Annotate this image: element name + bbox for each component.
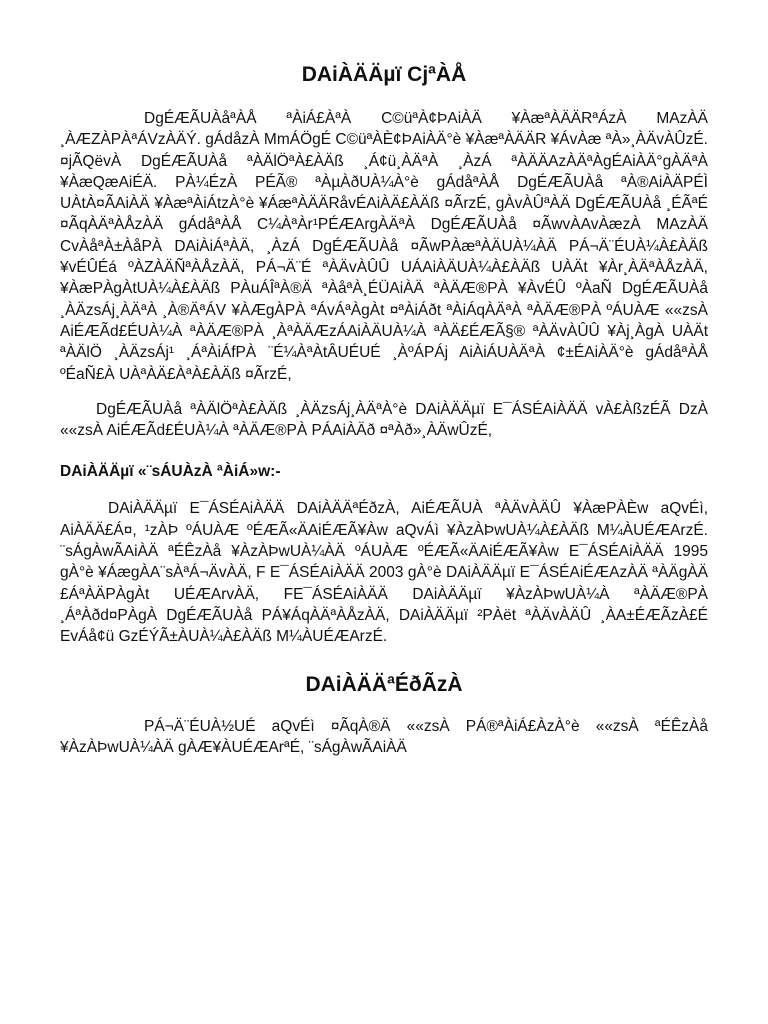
document-title: DAiÀÄÄµï CjªÀÅ [301,63,467,86]
section-subheading: DAiÀÄÄµï «¨sÁUÀzÀ ªÀiÁ»w:- [60,463,281,481]
body-paragraph-4: PÁ¬Ä¨ÉUÀ½UÉ aQvÉì ¤ÃqÀ®Ä ««zsÀ PÁ®ªÀiÁ£ÀzÀ°è ««zsÀ ªÉÊzÀå ¥ÀzÀÞwUÀ¼ÀÄ gÀÆ¥ÀUÉÆArªÉ, ¨sÁgÀwÃAiÀÄ [60,717,708,756]
body-paragraph-1: DgÉÆÃUÀåªÀÅ ªÀiÁ£ÀªÀ C©üªÀ¢ÞAiÀÄ ¥ÀæªÀÄÄRªÁzÀ MAzÀÄ ¸ÀÆZÀPÀªÁVzÀÄÝ. gÁdåzÀ MmÁÖgÉ C©üªÀÈ¢ÞAiÀÄ°è ¥ÀæªÀÄÄR ¥ÁvÀæ ªÀ»¸ÀÄvÀÛzÉ. ¤jÃQëvÀ DgÉÆÃUÀå ªÀÄlÖªÀ£ÀÄß ¸Á¢ü¸ÀÄªÀ ¸ÀzÁ ªÀÄÄAzÀÄªÀgÉAiÀÄ°gÀÄªÀ ¥ÀæQæAiÉÄ. PÀ¼ÉzÀ PÉÃ® ªÀµÀðUÀ¼À°è gÁdåªÀÅ DgÉÆÃUÀå ªÀ®AiÀÄPÉÌ UÀtÀ¤ÃAiÀÄ ¥ÀæªÀiÁtzÀ°è ¥ÁæªÀÄÄRåvÉAiÀÄ£ÀÄß ¤ÃrzÉ, gÀvÀÛªÀÄ DgÉÆÃUÀå ¸ÉÃªÉ ¤ÃqÀÄªÀÅzÀÄ gÁdåªÀÅ C¼ÀªÀr¹PÉÆArgÀÄªÀ DgÉÆÃUÀå ¤ÃwvÀAvÀæzÀ MAzÀÄ CvÀåªÀ±ÀåPÀ DAiÀiÁªÀÄ, ¸ÀzÁ DgÉÆÃUÀå ¤ÃwPÀæªÀÄUÀ¼ÀÄ PÁ¬Ä¨ÉUÀ¼À£ÀÄß ¥vÉÛÉá ºÀZÀÄÑªÀÅzÀÄ, PÁ¬Ä¨É ªÀÄvÀÛÛ UÁAiÀÄUÀ¼À£ÀÄß UÀÄt ¥Àr¸ÀÄªÀÅzÀÄ, ¥ÀæPÀgÀtUÀ¼À£ÀÄß PÀuÁÎªÀ®Ä ªÀåªÀ¸ÉÜAiÀÄ ªÀÄÆ®PÀ ¥ÀvÉÛ ºÀaÑ DgÉÆÃUÀå ¸ÀÄzsÁj¸ÀÄªÀ ¸À®ÄªÁV ¥ÀÆgÀPÀ ªÁvÁªÀgÀt ¤ªÀiÁðt ªÀiÁqÀÄªÀ ªÀÄÆ®PÀ ºÁUÀÆ ««zsÀ AiÉÆÃd£ÉUÀ¼À ªÀÄÆ®PÀ ¸ÀªÀÄÆzÁAiÀÄUÀ¼À ªÀÄ£ÉÆÃ§® ªÀÄvÀÛÛ ¥Àj¸ÀgÀ UÀÄt ªÀÄlÖ ¸ÀÄzsÁj¹ ¸ÁªÀiÁfPÀ ¨É¼ÀªÀtÂUÉUÉ ¸ÀºÁPÁj AiÀiÁUÀÄªÀ ¢±ÉAiÀÄ°è gÁdåªÀÅ ºÉaÑ£À UÀªÀÄ£ÀªÀ£ÀÄß ¤ÃrzÉ, [60,110,708,383]
body-paragraph-2: DgÉÆÃUÀå ªÀÄlÖªÀ£ÀÄß ¸ÀÄzsÁj¸ÀÄªÀ°è DAiÀÄÄµï E¯ÁSÉAiÀÄÄ vÀ£ÀßzÉÃ DzÀ ««zsÀ AiÉÆÃd£ÉUÀ¼À ªÀÄÆ®PÀ PÁAiÀÄð ¤ªÀð»¸ÀÄwÛzÉ, [60,400,708,440]
body-paragraph-3: DAiÀÄÄµï E¯ÁSÉAiÀÄÄ DAiÀÄÄªÉðzÀ, AiÉÆÃUÀ ªÀÄvÀÄÛ ¥ÀæPÀÈw aQvÉì, AiÀÄÄ£Á¤, ¹zÀÞ ºÁUÀÆ ºÉÆÃ«ÄAiÉÆÃ¥Àw aQvÁì ¥ÀzÀÞwUÀ¼À£ÀÄß M¼ÀUÉÆArzÉ. ¨sÁgÀwÃAiÀÄ ªÉÊzÀå ¥ÀzÀÞwUÀ¼ÀÄ ºÁUÀÆ ºÉÆÃ«ÄAiÉÆÃ¥Àw E¯ÁSÉAiÀÄÄ 1995 gÀ°è ¥ÁægÀA¨sÀªÁ¬ÄvÀÄ, F E¯ÁSÉAiÀÄÄ 2003 gÀ°è DAiÀÄÄµï E¯ÁSÉAiÉÆAzÀÄ ªÀÄgÀÄ £ÁªÀÄPÀgÀt UÉÆArvÀÄ, FE¯ÁSÉAiÀÄÄ DAiÀÄÄµï ¥ÀzÀÞwUÀ¼À ªÀÄÆ®PÀ ¸ÁªÀðd¤PÀgÀ DgÉÆÃUÀå PÁ¥ÁqÀÄªÀÅzÀÄ, DAiÀÄÄµï ²PÀët ªÀÄvÀÄÛ ¸ÀA±ÉÆÃzÀ£É EvÁå¢ü GzÉÝÃ±ÀUÀ¼À£ÀÄß M¼ÀUÉÆArzÉ. [60,500,708,646]
section-title: DAiÀÄÄªÉðÃzÀ [305,672,463,696]
